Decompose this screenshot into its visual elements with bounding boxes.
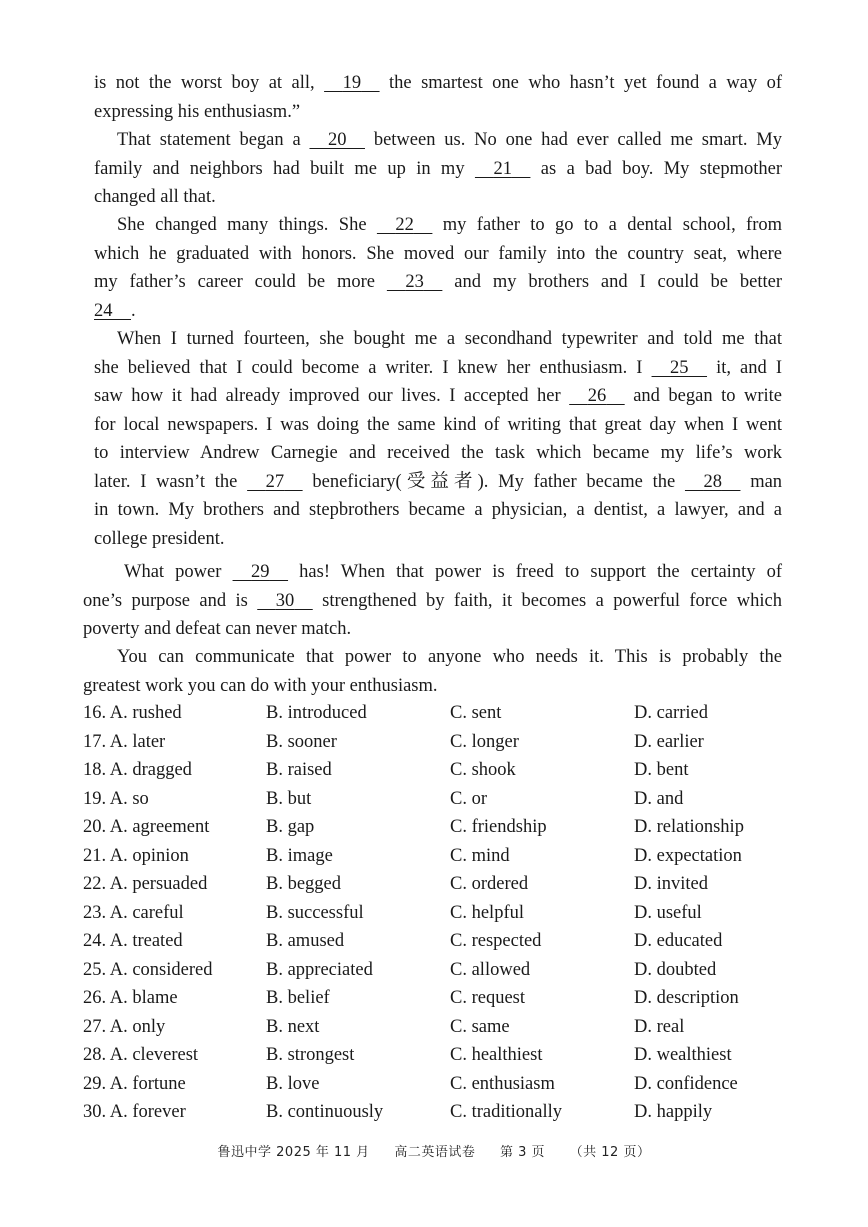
passage-line: for local newspapers. I was doing the same kind of writing that great day when I went xyxy=(94,414,782,435)
option-row-20 xyxy=(83,813,783,842)
passage-line: one’s purpose and is 30 strengthened by faith, it becomes a powerful force which xyxy=(83,587,782,616)
passage-line: later. I wasn’t the 27 beneficiary(受益者). My father became the 28 man xyxy=(94,468,782,497)
option-c: C. or xyxy=(450,788,487,809)
option-b: B. gap xyxy=(266,817,315,837)
option-d: D. educated xyxy=(634,931,723,951)
option-a: 30. A. forever xyxy=(83,1102,186,1122)
option-d: D. relationship xyxy=(634,817,744,837)
footer-subject: 高二英语试卷 xyxy=(394,1145,476,1160)
option-b: B. introduced xyxy=(266,703,367,723)
option-d: D. earlier xyxy=(634,731,704,752)
option-d: D. confidence xyxy=(634,1073,738,1094)
option-a: 18. A. dragged xyxy=(83,760,192,780)
option-row-29 xyxy=(83,1070,783,1099)
option-c: C. shook xyxy=(450,760,516,780)
option-d: D. expectation xyxy=(634,845,742,866)
passage-line: poverty and defeat can never match. xyxy=(83,619,352,639)
option-row-22 xyxy=(83,870,783,899)
option-row-18 xyxy=(83,756,783,785)
option-c: C. sent xyxy=(450,703,502,723)
option-c: C. traditionally xyxy=(450,1102,563,1122)
passage-paragraph-5 xyxy=(83,558,782,644)
option-b: B. amused xyxy=(266,931,345,951)
option-d: D. invited xyxy=(634,874,708,894)
option-d: D. bent xyxy=(634,760,689,780)
passage-line: expressing his enthusiasm.” xyxy=(94,101,301,122)
option-row-24 xyxy=(83,927,783,956)
passage-paragraph-6 xyxy=(83,643,782,700)
blank-24: 24 xyxy=(94,300,113,321)
option-a: 16. A. rushed xyxy=(83,703,182,723)
option-d: D. and xyxy=(634,788,684,809)
answer-options xyxy=(83,699,783,1127)
passage-line: to interview Andrew Carnegie and received the task which became my life’s work xyxy=(94,443,782,463)
option-row-17 xyxy=(83,728,783,757)
blank-25: 25 xyxy=(670,357,689,378)
option-a: 29. A. fortune xyxy=(83,1073,186,1094)
option-a: 26. A. blame xyxy=(83,988,178,1008)
option-c: C. request xyxy=(450,988,526,1008)
option-a: 28. A. cleverest xyxy=(83,1045,199,1065)
option-row-27 xyxy=(83,1013,783,1042)
option-b: B. successful xyxy=(266,902,364,923)
option-c: C. allowed xyxy=(450,959,531,980)
footer-school: 鲁迅中学 2025 年 11 月 xyxy=(217,1145,370,1160)
blank-22: 22 xyxy=(395,215,414,235)
option-c: C. enthusiasm xyxy=(450,1073,555,1094)
option-a: 22. A. persuaded xyxy=(83,874,208,894)
passage-paragraph-3 xyxy=(94,211,782,325)
blank-21: 21 xyxy=(493,158,512,179)
passage-paragraph-4 xyxy=(94,325,782,553)
option-row-23 xyxy=(83,899,783,928)
option-a: 17. A. later xyxy=(83,731,166,752)
option-b: B. continuously xyxy=(266,1102,384,1122)
option-c: C. same xyxy=(450,1016,510,1037)
blank-27: 27 xyxy=(265,471,285,492)
passage-line: she believed that I could become a writer. I knew her enthusiasm. I 25 it, and I xyxy=(94,354,782,383)
option-d: D. description xyxy=(634,988,739,1008)
option-row-21 xyxy=(83,842,783,871)
passage-paragraph-1 xyxy=(94,69,782,126)
option-b: B. appreciated xyxy=(266,959,373,980)
option-c: C. helpful xyxy=(450,902,524,923)
option-a: 27. A. only xyxy=(83,1016,166,1037)
option-b: B. begged xyxy=(266,874,342,894)
option-d: D. real xyxy=(634,1016,685,1037)
passage-line: That statement began a 20 between us. No one had ever called me smart. My xyxy=(94,126,782,155)
passage-line: What power 29 has! When that power is freed to support the certainty of xyxy=(83,558,782,587)
option-c: C. longer xyxy=(450,731,519,752)
blank-30: 30 xyxy=(275,590,295,611)
option-a: 19. A. so xyxy=(83,788,149,809)
option-d: D. carried xyxy=(634,703,708,723)
passage-line: changed all that. xyxy=(94,187,216,207)
blank-23: 23 xyxy=(405,272,424,292)
passage-line: which he graduated with honors. She moved our family into the country seat, where xyxy=(94,243,782,264)
blank-26: 26 xyxy=(587,386,607,406)
option-c: C. healthiest xyxy=(450,1045,543,1065)
option-row-28 xyxy=(83,1041,783,1070)
option-row-26 xyxy=(83,984,783,1013)
option-b: B. belief xyxy=(266,988,330,1008)
passage-line: You can communicate that power to anyone who needs it. This is probably the xyxy=(117,647,782,667)
option-a: 23. A. careful xyxy=(83,902,184,923)
blank-28: 28 xyxy=(703,471,722,492)
passage-line: greatest work you can do with your enthusiasm. xyxy=(83,675,438,696)
option-a: 24. A. treated xyxy=(83,931,183,951)
passage-line: in town. My brothers and stepbrothers became a physician, a dentist, a lawyer, and a xyxy=(94,500,782,520)
option-b: B. love xyxy=(266,1073,320,1094)
blank-29: 29 xyxy=(251,562,270,582)
option-row-25 xyxy=(83,956,783,985)
option-c: C. friendship xyxy=(450,817,547,837)
page-footer xyxy=(0,1141,868,1160)
option-row-16 xyxy=(83,699,783,728)
blank-19: 19 xyxy=(342,73,362,93)
passage-line: saw how it had already improved our lives. I accepted her 26 and began to write xyxy=(94,382,782,411)
option-d: D. doubted xyxy=(634,959,717,980)
option-d: D. useful xyxy=(634,902,702,923)
option-a: 21. A. opinion xyxy=(83,845,189,866)
option-d: D. happily xyxy=(634,1102,713,1122)
option-row-30 xyxy=(83,1098,783,1127)
passage-paragraph-2 xyxy=(94,126,782,212)
option-b: B. raised xyxy=(266,760,332,780)
blank-20: 20 xyxy=(327,130,347,150)
footer-total-pages: （共 12 页） xyxy=(569,1145,651,1160)
passage-line: When I turned fourteen, she bought me a secondhand typewriter and told me that xyxy=(117,329,782,349)
option-b: B. strongest xyxy=(266,1045,355,1065)
option-a: 25. A. considered xyxy=(83,959,213,980)
option-c: C. mind xyxy=(450,845,510,866)
option-b: B. image xyxy=(266,845,333,866)
option-d: D. wealthiest xyxy=(634,1045,732,1065)
passage-line: is not the worst boy at all, 19 the smartest one who hasn’t yet found a way of xyxy=(94,69,782,98)
passage-line: family and neighbors had built me up in my 21 as a bad boy. My stepmother xyxy=(94,155,782,184)
option-c: C. ordered xyxy=(450,874,529,894)
passage-line: She changed many things. She 22 my father to go to a dental school, from xyxy=(94,211,782,240)
option-b: B. sooner xyxy=(266,731,337,752)
footer-page-number: 第 3 页 xyxy=(499,1145,546,1160)
option-b: B. next xyxy=(266,1016,320,1037)
passage-line: 24 . xyxy=(94,297,782,326)
option-row-19 xyxy=(83,785,783,814)
option-a: 20. A. agreement xyxy=(83,817,210,837)
passage-line: my father’s career could be more 23 and my brothers and I could be better xyxy=(94,268,782,297)
option-c: C. respected xyxy=(450,931,542,951)
passage-line: college president. xyxy=(94,528,225,549)
option-b: B. but xyxy=(266,788,312,809)
